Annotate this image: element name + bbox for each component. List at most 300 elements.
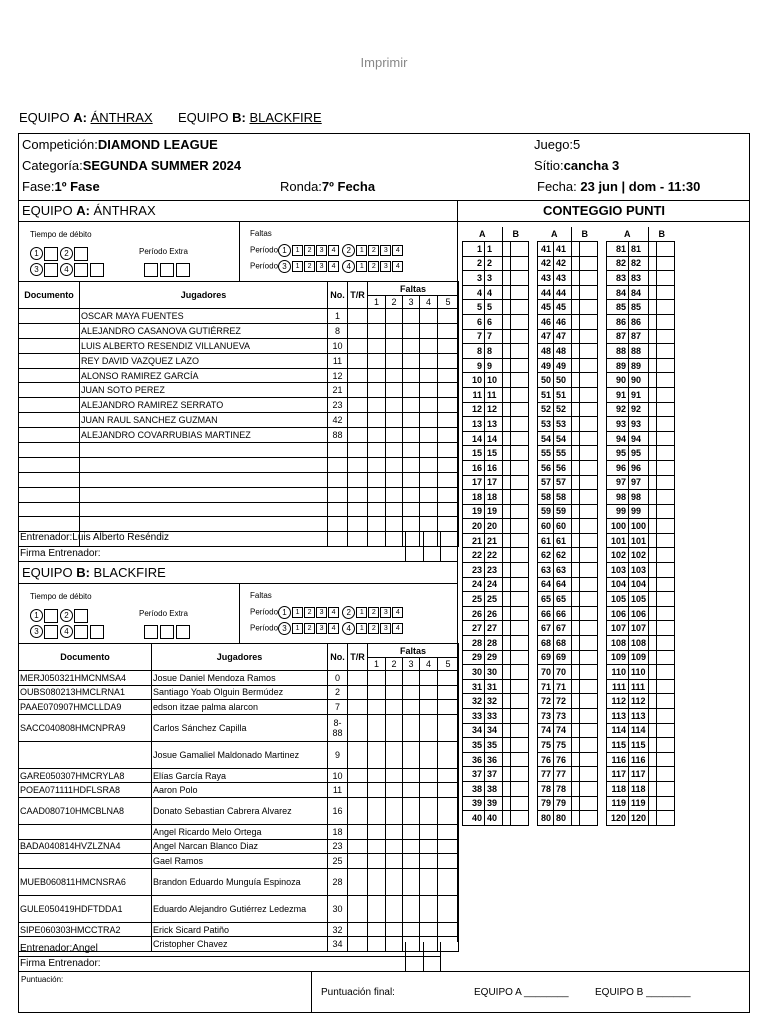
- score-number-a[interactable]: 1: [463, 242, 485, 257]
- score-number-a[interactable]: 95: [607, 446, 629, 461]
- score-mark[interactable]: [572, 285, 580, 300]
- score-number-a[interactable]: 106: [607, 606, 629, 621]
- score-number-b[interactable]: 10: [485, 373, 503, 388]
- score-number-b[interactable]: 76: [554, 752, 572, 767]
- foul-cell[interactable]: [438, 457, 459, 472]
- score-number-a[interactable]: 91: [607, 387, 629, 402]
- score-number-a[interactable]: 102: [607, 548, 629, 563]
- score-mark[interactable]: [649, 402, 657, 417]
- score-mark[interactable]: [503, 723, 511, 738]
- foul-cell[interactable]: [403, 685, 420, 700]
- foul-cell[interactable]: [420, 768, 438, 783]
- score-mark[interactable]: [511, 796, 529, 811]
- score-mark[interactable]: [511, 417, 529, 432]
- foul-cell[interactable]: [420, 457, 438, 472]
- foul-cell[interactable]: [420, 824, 438, 839]
- score-mark[interactable]: [657, 636, 675, 651]
- foul-cell[interactable]: [438, 383, 459, 398]
- foul-cell[interactable]: [348, 685, 368, 700]
- score-mark[interactable]: [572, 752, 580, 767]
- foul-cell[interactable]: [438, 413, 459, 428]
- score-mark[interactable]: [580, 533, 598, 548]
- foul-cell[interactable]: [386, 353, 403, 368]
- foul-cell[interactable]: [420, 797, 438, 824]
- score-mark[interactable]: [503, 402, 511, 417]
- score-number-a[interactable]: 35: [463, 738, 485, 753]
- foul-cell[interactable]: [403, 443, 420, 458]
- score-mark[interactable]: [657, 679, 675, 694]
- foul-cell[interactable]: [438, 868, 459, 895]
- score-mark[interactable]: [572, 373, 580, 388]
- score-number-b[interactable]: 16: [485, 460, 503, 475]
- score-mark[interactable]: [657, 650, 675, 665]
- foul-cell[interactable]: [386, 532, 403, 547]
- score-mark[interactable]: [503, 490, 511, 505]
- foul-cell[interactable]: [348, 839, 368, 854]
- foul-cell[interactable]: [348, 338, 368, 353]
- score-number-a[interactable]: 112: [607, 694, 629, 709]
- score-mark[interactable]: [503, 460, 511, 475]
- score-mark[interactable]: [503, 344, 511, 359]
- extra-period-boxes[interactable]: [144, 261, 192, 279]
- score-number-a[interactable]: 65: [538, 592, 554, 607]
- foul-cell[interactable]: [348, 502, 368, 517]
- score-number-b[interactable]: 73: [554, 709, 572, 724]
- score-mark[interactable]: [503, 563, 511, 578]
- score-number-a[interactable]: 66: [538, 606, 554, 621]
- score-number-a[interactable]: 101: [607, 533, 629, 548]
- score-number-a[interactable]: 43: [538, 271, 554, 286]
- foul-cell[interactable]: [368, 937, 386, 952]
- score-number-b[interactable]: 95: [629, 446, 649, 461]
- foul-cell[interactable]: [368, 768, 386, 783]
- score-number-b[interactable]: 22: [485, 548, 503, 563]
- score-mark[interactable]: [580, 723, 598, 738]
- score-number-b[interactable]: 11: [485, 387, 503, 402]
- score-number-a[interactable]: 68: [538, 636, 554, 651]
- score-number-b[interactable]: 119: [629, 796, 649, 811]
- foul-cell[interactable]: [348, 854, 368, 869]
- score-number-a[interactable]: 110: [607, 665, 629, 680]
- score-number-a[interactable]: 33: [463, 709, 485, 724]
- score-mark[interactable]: [649, 460, 657, 475]
- score-mark[interactable]: [657, 738, 675, 753]
- foul-cell[interactable]: [348, 309, 368, 324]
- score-number-a[interactable]: 71: [538, 679, 554, 694]
- foul-cell[interactable]: [386, 797, 403, 824]
- foul-cell[interactable]: [403, 741, 420, 768]
- foul-cell[interactable]: [403, 714, 420, 741]
- score-number-a[interactable]: 22: [463, 548, 485, 563]
- foul-cell[interactable]: [368, 824, 386, 839]
- score-mark[interactable]: [580, 271, 598, 286]
- foul-cell[interactable]: [438, 517, 459, 532]
- foul-cell[interactable]: [438, 797, 459, 824]
- score-number-a[interactable]: 10: [463, 373, 485, 388]
- score-mark[interactable]: [572, 475, 580, 490]
- score-mark[interactable]: [649, 679, 657, 694]
- foul-cell[interactable]: [386, 487, 403, 502]
- score-mark[interactable]: [657, 271, 675, 286]
- score-mark[interactable]: [503, 358, 511, 373]
- score-number-a[interactable]: 100: [607, 519, 629, 534]
- score-number-b[interactable]: 35: [485, 738, 503, 753]
- score-number-a[interactable]: 92: [607, 402, 629, 417]
- foul-cell[interactable]: [348, 768, 368, 783]
- score-number-b[interactable]: 80: [554, 811, 572, 826]
- score-number-b[interactable]: 77: [554, 767, 572, 782]
- score-mark[interactable]: [580, 548, 598, 563]
- score-number-a[interactable]: 72: [538, 694, 554, 709]
- score-number-a[interactable]: 45: [538, 300, 554, 315]
- score-number-a[interactable]: 39: [463, 796, 485, 811]
- score-mark[interactable]: [649, 723, 657, 738]
- score-mark[interactable]: [649, 621, 657, 636]
- score-number-a[interactable]: 36: [463, 752, 485, 767]
- score-mark[interactable]: [657, 490, 675, 505]
- score-number-a[interactable]: 25: [463, 592, 485, 607]
- score-mark[interactable]: [503, 621, 511, 636]
- score-mark[interactable]: [511, 475, 529, 490]
- foul-cell[interactable]: [403, 895, 420, 922]
- score-mark[interactable]: [580, 563, 598, 578]
- score-mark[interactable]: [657, 519, 675, 534]
- score-number-b[interactable]: 44: [554, 285, 572, 300]
- score-mark[interactable]: [503, 504, 511, 519]
- score-mark[interactable]: [572, 650, 580, 665]
- foul-cell[interactable]: [348, 671, 368, 686]
- foul-cell[interactable]: [403, 868, 420, 895]
- score-mark[interactable]: [649, 314, 657, 329]
- score-mark[interactable]: [580, 402, 598, 417]
- score-number-b[interactable]: 67: [554, 621, 572, 636]
- score-mark[interactable]: [649, 490, 657, 505]
- foul-cell[interactable]: [438, 353, 459, 368]
- score-mark[interactable]: [649, 796, 657, 811]
- score-mark[interactable]: [580, 431, 598, 446]
- score-mark[interactable]: [503, 738, 511, 753]
- score-mark[interactable]: [511, 256, 529, 271]
- score-number-b[interactable]: 15: [485, 446, 503, 461]
- score-mark[interactable]: [649, 519, 657, 534]
- score-number-b[interactable]: 110: [629, 665, 649, 680]
- score-number-a[interactable]: 4: [463, 285, 485, 300]
- foul-cell[interactable]: [386, 443, 403, 458]
- foul-cell[interactable]: [348, 323, 368, 338]
- foul-cell[interactable]: [438, 472, 459, 487]
- foul-cell[interactable]: [368, 714, 386, 741]
- foul-cell[interactable]: [386, 368, 403, 383]
- score-mark[interactable]: [511, 606, 529, 621]
- score-number-b[interactable]: 92: [629, 402, 649, 417]
- foul-cell[interactable]: [386, 937, 403, 952]
- foul-cell[interactable]: [368, 700, 386, 715]
- score-number-a[interactable]: 105: [607, 592, 629, 607]
- score-number-b[interactable]: 65: [554, 592, 572, 607]
- foul-cell[interactable]: [438, 671, 459, 686]
- score-number-b[interactable]: 79: [554, 796, 572, 811]
- score-number-a[interactable]: 21: [463, 533, 485, 548]
- score-number-a[interactable]: 57: [538, 475, 554, 490]
- foul-cell[interactable]: [348, 783, 368, 798]
- foul-cell[interactable]: [348, 368, 368, 383]
- score-mark[interactable]: [649, 271, 657, 286]
- score-number-b[interactable]: 94: [629, 431, 649, 446]
- score-mark[interactable]: [580, 592, 598, 607]
- score-mark[interactable]: [580, 694, 598, 709]
- foul-cell[interactable]: [420, 428, 438, 443]
- foul-cell[interactable]: [368, 487, 386, 502]
- score-mark[interactable]: [572, 636, 580, 651]
- score-mark[interactable]: [657, 431, 675, 446]
- score-number-a[interactable]: 20: [463, 519, 485, 534]
- score-number-b[interactable]: 49: [554, 358, 572, 373]
- score-mark[interactable]: [649, 504, 657, 519]
- score-number-a[interactable]: 17: [463, 475, 485, 490]
- foul-cell[interactable]: [348, 517, 368, 532]
- score-mark[interactable]: [657, 460, 675, 475]
- fouls-period-row1[interactable]: Período 1 1 2 3 4 2 1 2 3 4: [250, 244, 404, 257]
- score-mark[interactable]: [511, 781, 529, 796]
- score-number-a[interactable]: 50: [538, 373, 554, 388]
- score-number-a[interactable]: 119: [607, 796, 629, 811]
- score-mark[interactable]: [511, 592, 529, 607]
- score-number-b[interactable]: 38: [485, 781, 503, 796]
- score-number-b[interactable]: 18: [485, 490, 503, 505]
- foul-cell[interactable]: [403, 323, 420, 338]
- foul-cell[interactable]: [348, 714, 368, 741]
- score-mark[interactable]: [580, 796, 598, 811]
- score-mark[interactable]: [580, 709, 598, 724]
- score-number-a[interactable]: 38: [463, 781, 485, 796]
- debit-time-row2[interactable]: 3 4: [30, 261, 106, 279]
- score-number-b[interactable]: 66: [554, 606, 572, 621]
- score-number-a[interactable]: 15: [463, 446, 485, 461]
- score-number-b[interactable]: 90: [629, 373, 649, 388]
- score-mark[interactable]: [511, 329, 529, 344]
- score-number-a[interactable]: 64: [538, 577, 554, 592]
- score-mark[interactable]: [580, 358, 598, 373]
- foul-cell[interactable]: [386, 700, 403, 715]
- score-number-b[interactable]: 46: [554, 314, 572, 329]
- foul-cell[interactable]: [420, 714, 438, 741]
- foul-cell[interactable]: [420, 487, 438, 502]
- score-mark[interactable]: [503, 796, 511, 811]
- score-mark[interactable]: [649, 387, 657, 402]
- score-mark[interactable]: [649, 358, 657, 373]
- foul-cell[interactable]: [386, 502, 403, 517]
- score-number-b[interactable]: 107: [629, 621, 649, 636]
- score-mark[interactable]: [649, 373, 657, 388]
- score-mark[interactable]: [572, 548, 580, 563]
- score-number-a[interactable]: 31: [463, 679, 485, 694]
- foul-cell[interactable]: [438, 398, 459, 413]
- score-mark[interactable]: [580, 606, 598, 621]
- score-mark[interactable]: [511, 300, 529, 315]
- foul-cell[interactable]: [438, 443, 459, 458]
- score-number-b[interactable]: 42: [554, 256, 572, 271]
- foul-cell[interactable]: [403, 922, 420, 937]
- score-number-b[interactable]: 27: [485, 621, 503, 636]
- score-number-b[interactable]: 97: [629, 475, 649, 490]
- score-number-b[interactable]: 26: [485, 606, 503, 621]
- score-mark[interactable]: [503, 431, 511, 446]
- score-mark[interactable]: [503, 242, 511, 257]
- score-number-a[interactable]: 55: [538, 446, 554, 461]
- score-number-b[interactable]: 120: [629, 811, 649, 826]
- foul-cell[interactable]: [403, 700, 420, 715]
- score-mark[interactable]: [580, 767, 598, 782]
- score-number-b[interactable]: 37: [485, 767, 503, 782]
- foul-cell[interactable]: [368, 741, 386, 768]
- score-number-a[interactable]: 11: [463, 387, 485, 402]
- score-number-a[interactable]: 120: [607, 811, 629, 826]
- score-number-a[interactable]: 107: [607, 621, 629, 636]
- score-number-b[interactable]: 89: [629, 358, 649, 373]
- foul-cell[interactable]: [438, 700, 459, 715]
- foul-cell[interactable]: [368, 323, 386, 338]
- score-mark[interactable]: [657, 329, 675, 344]
- score-number-a[interactable]: 44: [538, 285, 554, 300]
- foul-cell[interactable]: [348, 922, 368, 937]
- score-number-a[interactable]: 70: [538, 665, 554, 680]
- score-number-a[interactable]: 67: [538, 621, 554, 636]
- score-number-b[interactable]: 9: [485, 358, 503, 373]
- score-number-b[interactable]: 25: [485, 592, 503, 607]
- foul-cell[interactable]: [368, 502, 386, 517]
- foul-cell[interactable]: [368, 797, 386, 824]
- score-number-b[interactable]: 21: [485, 533, 503, 548]
- foul-cell[interactable]: [420, 353, 438, 368]
- score-mark[interactable]: [503, 387, 511, 402]
- foul-cell[interactable]: [403, 472, 420, 487]
- foul-cell[interactable]: [438, 368, 459, 383]
- score-number-a[interactable]: 26: [463, 606, 485, 621]
- foul-cell[interactable]: [438, 428, 459, 443]
- score-mark[interactable]: [572, 504, 580, 519]
- score-mark[interactable]: [580, 373, 598, 388]
- foul-cell[interactable]: [403, 398, 420, 413]
- score-number-b[interactable]: 8: [485, 344, 503, 359]
- foul-cell[interactable]: [403, 428, 420, 443]
- score-mark[interactable]: [511, 694, 529, 709]
- score-number-b[interactable]: 91: [629, 387, 649, 402]
- foul-cell[interactable]: [420, 922, 438, 937]
- foul-cell[interactable]: [438, 839, 459, 854]
- score-mark[interactable]: [511, 504, 529, 519]
- foul-cell[interactable]: [420, 868, 438, 895]
- score-mark[interactable]: [657, 781, 675, 796]
- score-mark[interactable]: [649, 709, 657, 724]
- score-mark[interactable]: [649, 606, 657, 621]
- score-number-b[interactable]: 83: [629, 271, 649, 286]
- score-mark[interactable]: [657, 767, 675, 782]
- score-number-b[interactable]: 75: [554, 738, 572, 753]
- score-number-b[interactable]: 28: [485, 636, 503, 651]
- foul-cell[interactable]: [420, 383, 438, 398]
- score-number-b[interactable]: 116: [629, 752, 649, 767]
- score-mark[interactable]: [649, 242, 657, 257]
- score-number-a[interactable]: 34: [463, 723, 485, 738]
- score-number-b[interactable]: 32: [485, 694, 503, 709]
- score-mark[interactable]: [572, 402, 580, 417]
- score-number-b[interactable]: 2: [485, 256, 503, 271]
- foul-cell[interactable]: [420, 398, 438, 413]
- score-number-a[interactable]: 18: [463, 490, 485, 505]
- foul-cell[interactable]: [420, 839, 438, 854]
- foul-cell[interactable]: [420, 472, 438, 487]
- score-number-a[interactable]: 19: [463, 504, 485, 519]
- foul-cell[interactable]: [386, 768, 403, 783]
- score-mark[interactable]: [511, 665, 529, 680]
- score-mark[interactable]: [511, 402, 529, 417]
- score-number-a[interactable]: 76: [538, 752, 554, 767]
- fouls-period-row2[interactable]: Período 3 1 2 3 4 4 1 2 3 4: [250, 622, 404, 635]
- foul-cell[interactable]: [420, 854, 438, 869]
- score-mark[interactable]: [503, 665, 511, 680]
- foul-cell[interactable]: [420, 338, 438, 353]
- foul-cell[interactable]: [403, 413, 420, 428]
- foul-cell[interactable]: [403, 368, 420, 383]
- foul-cell[interactable]: [368, 868, 386, 895]
- foul-cell[interactable]: [368, 854, 386, 869]
- score-number-b[interactable]: 114: [629, 723, 649, 738]
- score-number-b[interactable]: 19: [485, 504, 503, 519]
- score-number-a[interactable]: 49: [538, 358, 554, 373]
- score-number-a[interactable]: 16: [463, 460, 485, 475]
- score-mark[interactable]: [657, 314, 675, 329]
- score-number-a[interactable]: 117: [607, 767, 629, 782]
- score-number-b[interactable]: 34: [485, 723, 503, 738]
- foul-cell[interactable]: [348, 472, 368, 487]
- score-number-a[interactable]: 27: [463, 621, 485, 636]
- foul-cell[interactable]: [403, 768, 420, 783]
- foul-cell[interactable]: [386, 457, 403, 472]
- score-mark[interactable]: [572, 679, 580, 694]
- fouls-period-row2[interactable]: Período 3 1 2 3 4 4 1 2 3 4: [250, 260, 404, 273]
- score-number-b[interactable]: 69: [554, 650, 572, 665]
- score-number-a[interactable]: 93: [607, 417, 629, 432]
- foul-cell[interactable]: [348, 443, 368, 458]
- foul-cell[interactable]: [420, 323, 438, 338]
- score-number-a[interactable]: 73: [538, 709, 554, 724]
- foul-cell[interactable]: [403, 783, 420, 798]
- score-number-b[interactable]: 4: [485, 285, 503, 300]
- score-number-a[interactable]: 23: [463, 563, 485, 578]
- score-mark[interactable]: [657, 358, 675, 373]
- score-number-b[interactable]: 30: [485, 665, 503, 680]
- foul-cell[interactable]: [348, 487, 368, 502]
- score-mark[interactable]: [503, 271, 511, 286]
- score-number-a[interactable]: 48: [538, 344, 554, 359]
- foul-cell[interactable]: [403, 487, 420, 502]
- foul-cell[interactable]: [403, 517, 420, 532]
- foul-cell[interactable]: [368, 922, 386, 937]
- foul-cell[interactable]: [368, 353, 386, 368]
- score-mark[interactable]: [649, 563, 657, 578]
- score-number-a[interactable]: 59: [538, 504, 554, 519]
- score-number-b[interactable]: 118: [629, 781, 649, 796]
- score-mark[interactable]: [572, 767, 580, 782]
- score-mark[interactable]: [657, 752, 675, 767]
- score-mark[interactable]: [503, 811, 511, 826]
- score-number-b[interactable]: 63: [554, 563, 572, 578]
- score-mark[interactable]: [649, 694, 657, 709]
- score-mark[interactable]: [580, 387, 598, 402]
- score-number-b[interactable]: 14: [485, 431, 503, 446]
- score-mark[interactable]: [649, 256, 657, 271]
- foul-cell[interactable]: [403, 839, 420, 854]
